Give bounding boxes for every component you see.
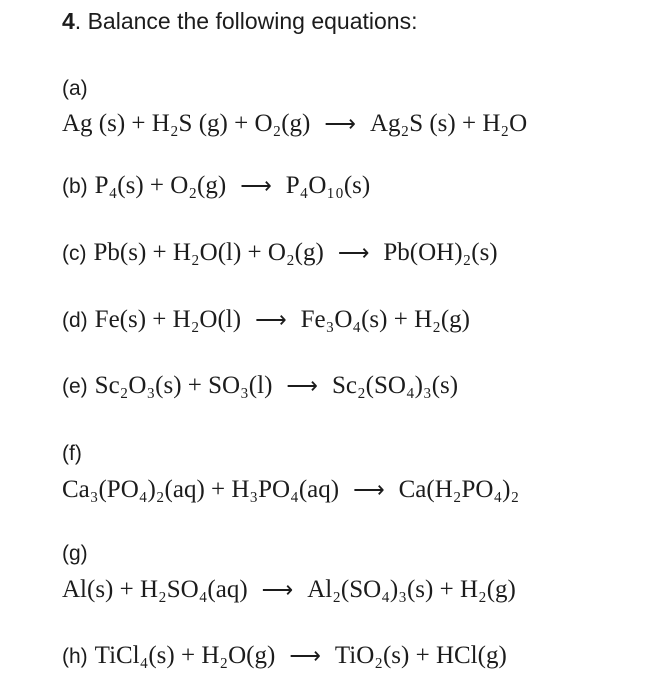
question-heading [62, 8, 417, 35]
reaction-arrow: ⟶ [286, 373, 318, 398]
equation-e-label: (e) [62, 375, 88, 398]
equation-f-products: Ca(H₂PO₄)₂ [398, 476, 520, 503]
question-number: 4 [62, 8, 75, 34]
equation-a-reactants: Ag (s) + H₂S (g) + O₂(g) [62, 110, 311, 137]
equation-f-reactants: Ca₃(PO₄)₂(aq) + H₃PO₄(aq) [62, 476, 340, 503]
reaction-arrow: ⟶ [240, 173, 272, 198]
equation-a [62, 111, 527, 136]
equation-e-products: Sc₂(SO₄)₃(s) [331, 372, 459, 399]
equation-h-products: TiO₂(s) + HCl(g) [334, 642, 507, 669]
equation-g-products: Al₂(SO₄)₃(s) + H₂(g) [307, 576, 516, 603]
equation-h-label: (h) [62, 645, 88, 668]
equation-d-products: Fe₃O₄(s) + H₂(g) [300, 306, 471, 333]
reaction-arrow: ⟶ [353, 477, 385, 502]
reaction-arrow: ⟶ [289, 643, 321, 668]
equation-c-label: (c) [62, 242, 87, 265]
equation-f [62, 477, 519, 502]
equation-d-label: (d) [62, 309, 88, 332]
equation-e [62, 373, 458, 398]
equation-d [62, 307, 470, 332]
equation-b-reactants: P₄(s) + O₂(g) [94, 172, 227, 199]
equation-g-label: (g) [62, 542, 88, 565]
reaction-arrow: ⟶ [324, 111, 356, 136]
equation-e-reactants: Sc₂O₃(s) + SO₃(l) [94, 372, 273, 399]
equation-g [62, 577, 516, 602]
equation-c-products: Pb(OH)₂(s) [383, 239, 498, 266]
equation-h [62, 643, 507, 668]
equation-b-products: P₄O₁₀(s) [285, 172, 371, 199]
reaction-arrow: ⟶ [261, 577, 294, 602]
equation-a-products: Ag₂S (s) + H₂O [369, 110, 528, 137]
equation-c-reactants: Pb(s) + H₂O(l) + O₂(g) [93, 239, 324, 266]
equation-b [62, 173, 370, 198]
equation-f-label: (f) [62, 442, 82, 465]
equation-h-reactants: TiCl₄(s) + H₂O(g) [94, 642, 276, 669]
reaction-arrow: ⟶ [255, 307, 287, 332]
question-text: . Balance the following equations: [74, 8, 418, 34]
equation-g-reactants: Al(s) + H₂SO₄(aq) [62, 576, 248, 603]
equation-c [62, 240, 498, 265]
equation-d-reactants: Fe(s) + H₂O(l) [94, 306, 242, 333]
reaction-arrow: ⟶ [337, 240, 370, 265]
equation-a-label: (a) [62, 77, 88, 100]
equation-b-label: (b) [62, 175, 88, 198]
